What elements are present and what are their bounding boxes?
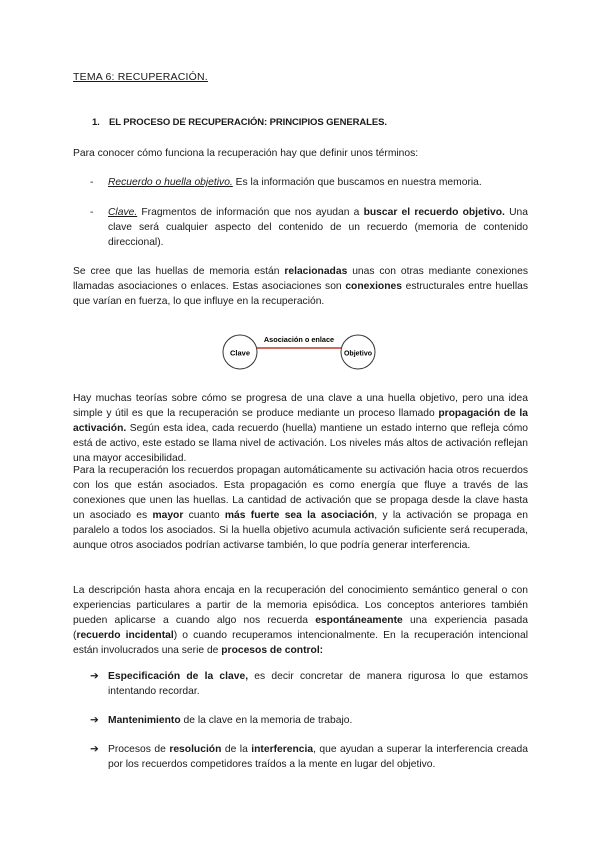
section-title: EL PROCESO DE RECUPERACIÓN: PRINCIPIOS GENERALES.: [109, 117, 387, 128]
arrow-icon: ➔: [90, 744, 99, 755]
association-link-label: Asociación o enlace: [263, 335, 335, 344]
section-heading: [92, 117, 387, 128]
arrow-icon: ➔: [90, 715, 99, 726]
intro-paragraph: Para conocer cómo funciona la recuperación hay que definir unos términos:: [73, 148, 419, 159]
section-number: 1.: [92, 117, 100, 128]
dash-marker: -: [90, 177, 94, 188]
objetivo-node-label: Objetivo: [343, 350, 373, 358]
definition-term: Recuerdo o huella objetivo.: [108, 177, 233, 188]
definition-text: Clave. Fragmentos de información que nos ayudan a buscar el recuerdo objetivo. Una clave será cualquier aspecto del contenido de un recuerdo (memoria de contenido direccional).: [108, 207, 528, 248]
association-diagram: [218, 330, 380, 374]
arrow-icon: ➔: [90, 671, 99, 682]
document-page: TEMA 6: RECUPERACIÓN. 1. EL PROCESO DE RECUPERACIÓN: PRINCIPIOS GENERALES. Para conocer cómo funciona la recuperación hay que definir unos términos: - Recuerdo o huella objetivo. Es la información que buscamos en nuestra memoria. - Clave. Fragmentos de información que nos ayudan a buscar el recuerdo objetivo. Una clave será cualquier aspecto del contenido de un recuerdo (memoria de contenido direccional). Se cree que las huellas de memoria están relacionadas unas con otras mediante conexiones llamadas asociaciones o enlaces. Estas asociaciones son conexiones estructurales entre huellas que varían en fuerza, lo que influye en la recuperación. Clave Objetivo Asociación o enlace Hay muchas teorías sobre cómo se progresa de una clave a una huella objetivo, pero una idea simple y útil es que la recuperación se produce mediante un proceso llamado propagación de la activación. Según esta idea, cada recuerdo (huella) mantiene un estado interno que refleja cómo está de activo, este estado se llama nivel de activación. Los niveles más altos de activación reflejan una mayor accesibilidad. Para la recuperación los recuerdos propagan automáticamente su activación hacia otros recuerdos con los que están asociados. Esta propagación es como energía que fluye a través de las conexiones que unen las huellas. La cantidad de activación que se propaga desde la clave hasta un asociado es mayor cuanto más fuerte sea la asociación, y la activación se propaga en paralelo a todos los asociados. Si la huella objetivo acumula activación suficiente será recuperada, aunque otros asociados podrían activarse también, lo que podría generar interferencia. La descripción hasta ahora encaja en la recuperación del conocimiento semántico general o con experiencias particulares a partir de la memoria episódica. Los conceptos anteriores también pueden aplicarse a cuando algo nos recuerda espontáneamente una experiencia pasada (recuerdo incidental) o cuando recuperamos intencionalmente. En la recuperación intencional están involucrados una serie de procesos de control: ➔ Especificación de la clave, es decir concretar de manera rigurosa lo que estamos intentando recordar. ➔ Mantenimiento de la clave en la memoria de trabajo. ➔ Procesos de resolución de la interferencia, que ayudan a superar la interferencia creada por los recuerdos competidores traídos a la mente en lugar del objetivo.: [73, 71, 528, 770]
topic-title: TEMA 6: RECUPERACIÓN.: [73, 71, 208, 83]
definition-text: Recuerdo o huella objetivo. Es la información que buscamos en nuestra memoria.: [108, 177, 482, 188]
definition-term: Clave.: [108, 207, 138, 218]
propagation-paragraph: Para la recuperación los recuerdos propagan automáticamente su activación hacia otros recuerdos con los que están asociados. Esta propagación es como energía que fluye a través de las conexiones que unen las huellas. La cantidad de activación que se propaga desde la clave hasta un asociado es mayor cuanto más fuerte sea la asociación, y la activación se propaga en paralelo a todos los asociados. Si la huella objetivo acumula activación suficiente será recuperada, aunque otros asociados podrían activarse también, lo que podría generar interferencia.: [73, 465, 528, 551]
clave-node-label: Clave: [229, 348, 251, 358]
control-paragraph: La descripción hasta ahora encaja en la recuperación del conocimiento semántico general o con experiencias particulares a partir de la memoria episódica. Los conceptos anteriores también pueden aplicarse a cuando algo nos recuerda espontáneamente una experiencia pasada (recuerdo incidental) o cuando recuperamos intencionalmente. En la recuperación intencional están involucrados una serie de procesos de control:: [73, 585, 528, 656]
dash-marker: -: [90, 207, 94, 218]
activation-paragraph: Hay muchas teorías sobre cómo se progresa de una clave a una huella objetivo, pero una idea simple y útil es que la recuperación se produce mediante un proceso llamado propagación de la activación. Según esta idea, cada recuerdo (huella) mantiene un estado interno que refleja cómo está de activo, este estado se llama nivel de activación. Los niveles más altos de activación reflejan una mayor accesibilidad.: [73, 393, 528, 464]
associations-paragraph: Se cree que las huellas de memoria están relacionadas unas con otras mediante conexiones llamadas asociaciones o enlaces. Estas asociaciones son conexiones estructurales entre huellas que varían en fuerza, lo que influye en la recuperación.: [73, 266, 528, 307]
